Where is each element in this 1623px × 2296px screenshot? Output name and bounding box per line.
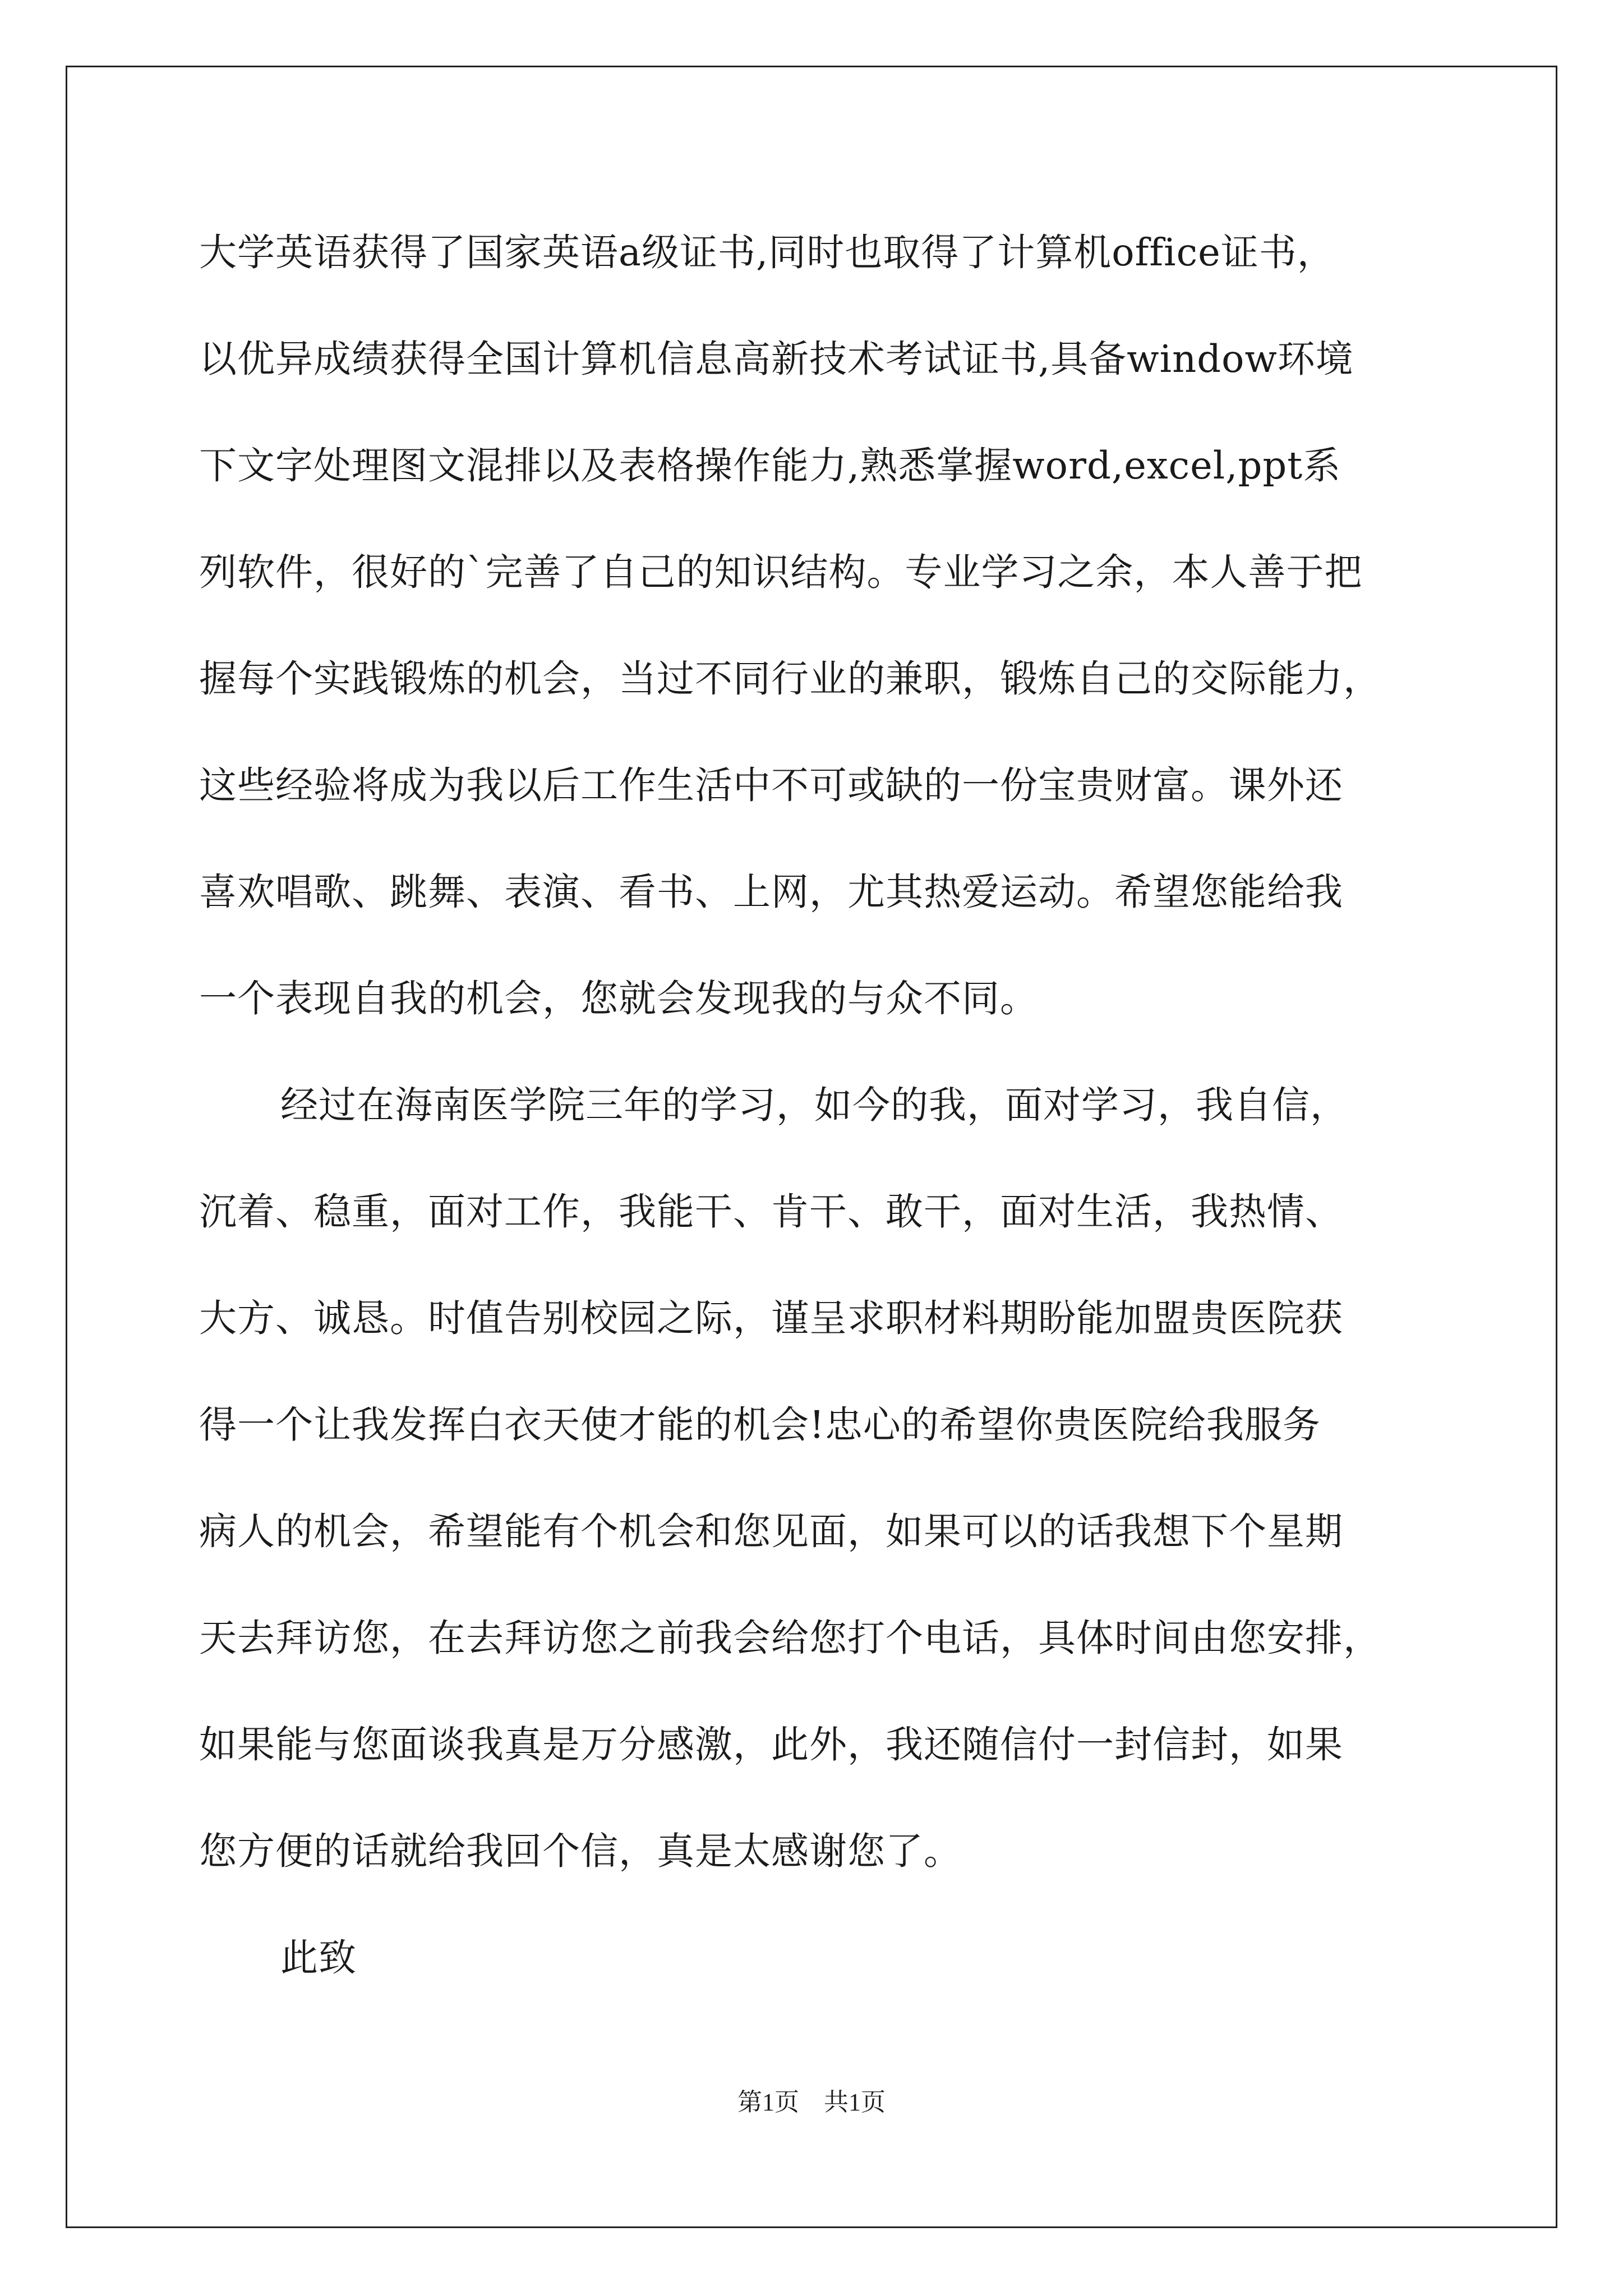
page-footer: 第1页 共1页 bbox=[737, 2088, 886, 2116]
text-line-5: 握每个实践锻炼的机会，当过不同行业的兼职，锻炼自己的交际能力， bbox=[199, 657, 1381, 701]
text-line-3: 下文字处理图文混排以及表格操作能力,熟悉掌握word,excel,ppt系 bbox=[199, 444, 1341, 487]
text-line-6: 这些经验将成为我以后工作生活中不可或缺的一份宝贵财富。课外还 bbox=[199, 763, 1343, 807]
text-line-14: 天去拜访您，在去拜访您之前我会给您打个电话，具体时间由您安排， bbox=[199, 1616, 1381, 1660]
closing-salutation: 此致 bbox=[280, 1936, 357, 1980]
text-line-15: 如果能与您面谈我真是万分感激，此外，我还随信付一封信封，如果 bbox=[199, 1723, 1343, 1766]
text-line-10: 沉着、稳重，面对工作，我能干、肯干、敢干，面对生活，我热情、 bbox=[199, 1190, 1343, 1234]
text-line-13: 病人的机会，希望能有个机会和您见面，如果可以的话我想下个星期 bbox=[199, 1510, 1343, 1553]
text-line-9: 经过在海南医学院三年的学习，如今的我，面对学习，我自信， bbox=[280, 1083, 1348, 1127]
text-line-12: 得一个让我发挥白衣天使才能的机会!忠心的希望你贵医院给我服务 bbox=[199, 1403, 1321, 1447]
text-line-1: 大学英语获得了国家英语a级证书,同时也取得了计算机office证书， bbox=[199, 231, 1335, 274]
text-line-4: 列软件，很好的`完善了自己的知识结构。专业学习之余，本人善于把 bbox=[199, 550, 1363, 594]
text-line-16: 您方便的话就给我回个信，真是太感谢您了。 bbox=[199, 1829, 962, 1873]
text-line-7: 喜欢唱歌、跳舞、表演、看书、上网，尤其热爱运动。希望您能给我 bbox=[199, 870, 1343, 914]
text-line-11: 大方、诚恳。时值告别校园之际，谨呈求职材料期盼能加盟贵医院获 bbox=[199, 1296, 1343, 1340]
page-border bbox=[66, 66, 1557, 2228]
text-line-2: 以优异成绩获得全国计算机信息高新技术考试证书,具备window环境 bbox=[199, 337, 1354, 381]
text-line-8: 一个表现自我的机会，您就会发现我的与众不同。 bbox=[199, 977, 1038, 1020]
